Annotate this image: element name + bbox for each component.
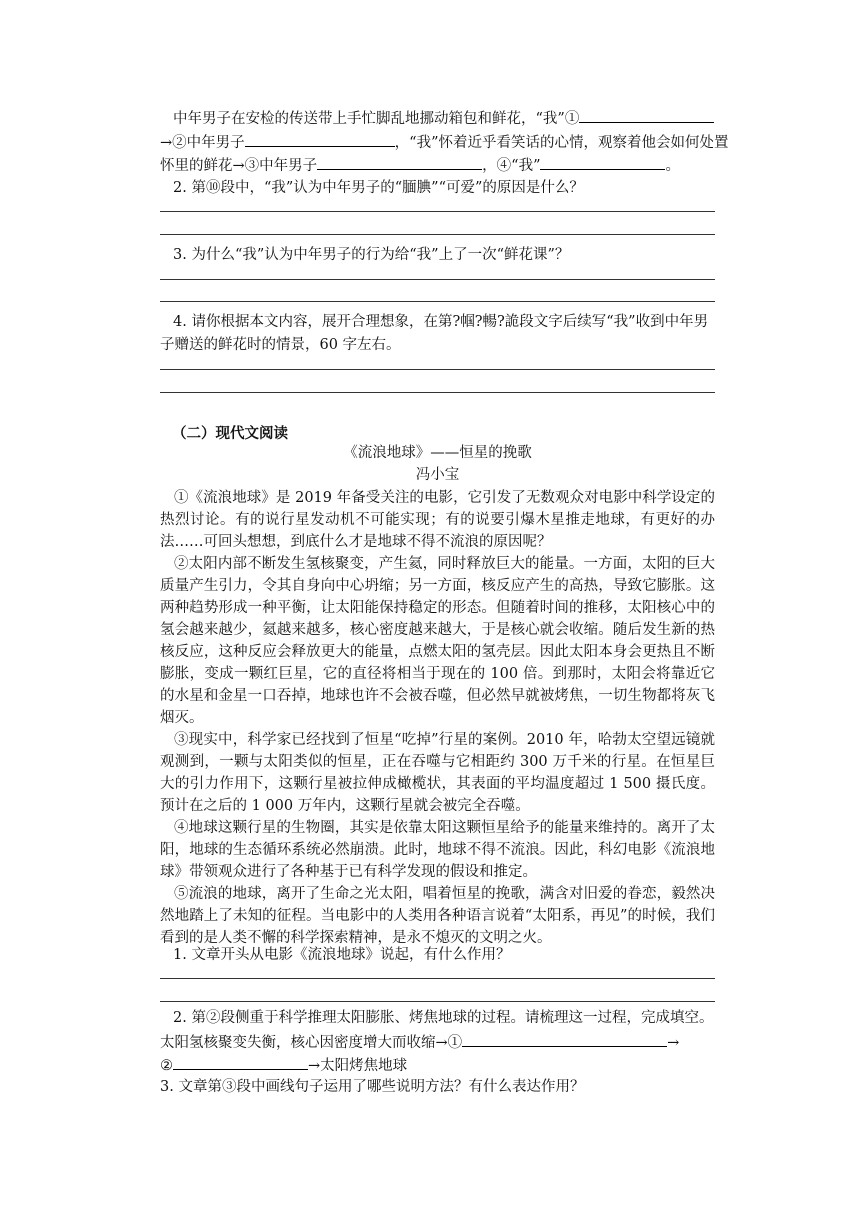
paragraph-5: ⑤流浪的地球，离开了生命之光太阳，唱着恒星的挽歌，满含对旧爱的眷恋，毅然决然地踏上了未知的征程。当电影中的人类用各种语言说着“太阳系，再见”的时候，我们看到的是人类不懈的科学探索精神，是永不熄灭的文明之火。 xyxy=(160,886,715,946)
answer-blank-4[interactable] xyxy=(540,154,665,170)
fill-line-3 xyxy=(160,154,720,176)
answer-line[interactable] xyxy=(160,279,715,280)
part2-question-1: 1. 文章开头从电影《流浪地球》说起，有什么作用？ xyxy=(173,947,511,963)
fill-line-3-text-c: 。 xyxy=(665,158,680,174)
part2-question-3: 3. 文章第③段中画线句子运用了哪些说明方法？有什么表达作用？ xyxy=(160,1079,585,1095)
answer-blank-6[interactable] xyxy=(173,1054,308,1070)
fill-line-3-text-b: ，④“我” xyxy=(482,158,541,174)
question-4-line-2: 子赠送的鲜花时的情景，60 字左右。 xyxy=(160,337,401,353)
answer-line[interactable] xyxy=(160,211,715,212)
answer-blank-3[interactable] xyxy=(317,154,482,170)
paragraph-4: ④地球这颗行星的生物圈，其实是依靠太阳这颗恒星给予的能量来维持的。离开了太阳，地球的生态循环系统必然崩溃。此时，地球不得不流浪。因此，科幻电影《流浪地球》带领观众进行了各种基于已有科学发现的假设和推定。 xyxy=(160,820,715,880)
fill-line-2 xyxy=(160,131,729,153)
answer-line[interactable] xyxy=(160,369,715,370)
section-heading: （二）现代文阅读 xyxy=(172,426,288,442)
part2-question-2-fill-1 xyxy=(160,1031,715,1053)
article-author: 冯小宝 xyxy=(415,467,460,483)
fill-line-3-text-a: 怀里的鲜花→③中年男子 xyxy=(160,158,318,174)
question-3: 3. 为什么“我”认为中年男子的行为给“我”上了一次“鲜花课”？ xyxy=(173,247,570,263)
fill-line-1-text: 中年男子在安检的传送带上手忙脚乱地挪动箱包和鲜花，“我”① xyxy=(173,111,580,127)
article-title: 《流浪地球》——恒星的挽歌 xyxy=(343,445,532,461)
paragraph-3: ③现实中，科学家已经找到了恒星“吃掉”行星的案例。2010 年，哈勃太空望远镜就观测到，一颗与太阳类似的恒星，正在吞噬与它相距约 300 万千米的行星。在恒星巨大的引力作用下，这颗行星被拉伸成橄榄状，其表面的平均温度超过 1 500 摄氏度。预计在之后的 1 000 万年内，这颗行星就会被完全吞噬。 xyxy=(160,732,715,814)
answer-blank-1[interactable] xyxy=(579,107,714,123)
q2-fill-text-d: →太阳烤焦地球 xyxy=(308,1058,408,1074)
part2-question-2: 2. 第②段侧重于科学推理太阳膨胀、烤焦地球的过程。请梳理这一过程，完成填空。 xyxy=(173,1010,714,1026)
fill-line-2-text-b: ，“我”怀着近乎看笑话的心情，观察着他会如何处置 xyxy=(394,135,729,151)
paragraph-1: ①《流浪地球》是 2019 年备受关注的电影，它引发了无数观众对电影中科学设定的热烈讨论。有的说行星发动机不可能实现；有的说要引爆木星推走地球，有更好的办法……可回头想想，到底什么才是地球不得不流浪的原因呢？ xyxy=(160,490,715,550)
answer-blank-5[interactable] xyxy=(462,1031,667,1047)
answer-line[interactable] xyxy=(160,392,715,393)
question-2: 2. 第⑩段中，“我”认为中年男子的“腼腆”“可爱”的原因是什么？ xyxy=(173,180,584,196)
paragraph-2: ②太阳内部不断发生氢核聚变，产生氦，同时释放巨大的能量。一方面，太阳的巨大质量产生引力，令其自身向中心坍缩；另一方面，核反应产生的高热，导致它膨胀。这两种趋势形成一种平衡，让太阳能保持稳定的形态。但随着时间的推移，太阳核心中的氢会越来越少，氦越来越多，核心密度越来越大，于是核心就会收缩。随后发生新的热核反应，这种反应会释放更大的能量，点燃太阳的氢壳层。因此太阳本身会更热且不断膨胀，变成一颗红巨星，它的直径将相当于现在的 100 倍。到那时，太阳会将靠近它的水星和金星一口吞掉，地球也许不会被吞噬，但必然早就被烤焦，一切生物都将灰飞烟灭。 xyxy=(160,556,715,726)
question-4-line-1: 4. 请你根据本文内容，展开合理想象，在第?帼?暢?詭段文字后续写“我”收到中年男 xyxy=(173,314,709,330)
answer-line[interactable] xyxy=(160,301,715,302)
answer-line[interactable] xyxy=(160,234,715,235)
answer-line[interactable] xyxy=(160,978,715,979)
q2-fill-text-c: ② xyxy=(160,1058,173,1074)
answer-line[interactable] xyxy=(160,1001,715,1002)
q2-fill-text-a: 太阳氢核聚变失衡，核心因密度增大而收缩→① xyxy=(160,1035,463,1051)
q2-fill-text-b: → xyxy=(667,1035,680,1051)
part2-question-2-fill-2 xyxy=(160,1054,715,1076)
answer-blank-2[interactable] xyxy=(245,131,395,147)
article-body xyxy=(160,487,715,949)
fill-line-1 xyxy=(173,107,733,129)
fill-line-2-text-a: →②中年男子 xyxy=(160,135,245,151)
